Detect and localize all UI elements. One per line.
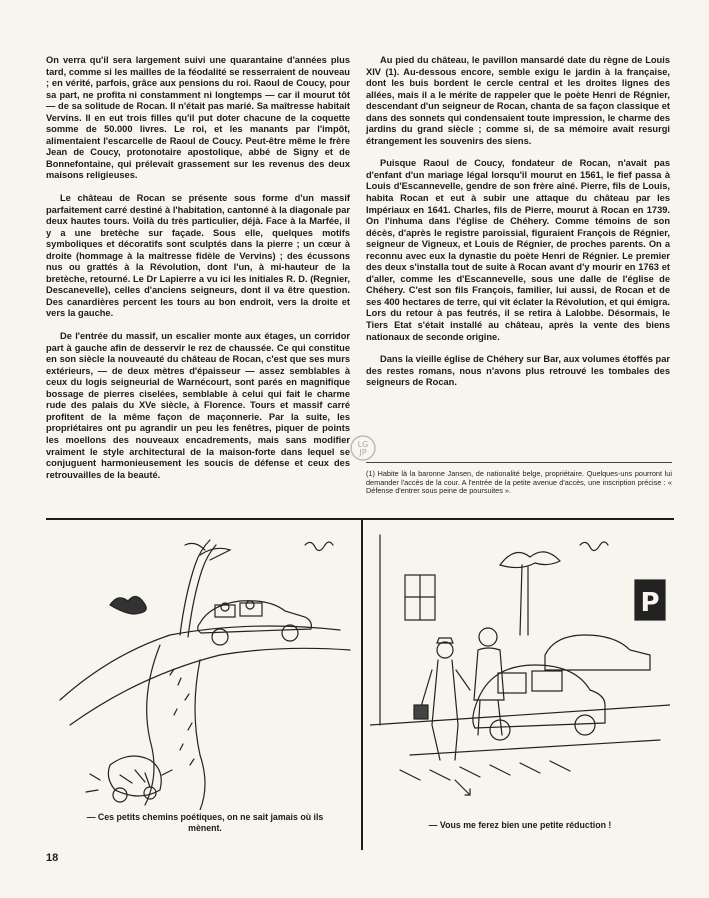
svg-text:JP: JP: [359, 448, 367, 457]
section-divider: [46, 518, 674, 520]
paragraph: On verra qu'il sera largement suivi une quarantaine d'années plus tard, comme si les mailles de la féodalité se resserraient de nouveau ; en vérité, parfois, grâce aux pensions du roi. Raoul de Coucy, pour sa part, ne profita ni constamment ni longtemps — car il mourut tôt — de sa solitude de Rocan. Il n'était pas marié. Sa maîtresse habitait Vervins. Il en eut trois filles qu'il put doter chacune de la coquette somme de 50.000 livres. Le roi, et les manants par l'impôt, alimentaient l'escarcelle de Raoul de Coucy. Peut-être même le frère Jean de Coucy, protonotaire apostolique, abbé de Signy et de Bonnefontaine, qui prélevait grassement sur les revenus des deux maisons religieuses.: [46, 55, 350, 181]
footnote: (1) Habite là la baronne Jansen, de nationalité belge, propriétaire. Quelques-uns pourront lui demander l'accès de la cour. A l'entrée de la petite avenue d'accès, une inscription précise : « Défense d'entrer sous peine de poursuites ».: [366, 469, 672, 496]
cartoon-country-road: [50, 525, 355, 810]
paragraph: De l'entrée du massif, un escalier monte aux étages, un corridor part à gauche afin de desservir le rez de chaussée. Ce qui constitue en son siècle la nouveauté du château de Rocan, c'est que ses murs extérieurs, — de deux mètres d'épaisseur — assez semblables à ceux du logis seigneurial de Warnécourt, sont parés en magnifique bossage de pierres ciselées, semblable à celui qui fait le charme rude des palais du XVe siècle, à Florence. Tours et massif carré profitent de la même façon de maçonnerie. Par la suite, les propriétaires ont pu agrandir un peu les fenêtres, piquer de points les moellons des nouveaux encadrements, mais sans modifier vraiment le style architectural de la maison-forte dans lequel se conjuguent harmonieusement les soucis de défense et ceux des retrouvailles de la beauté.: [46, 331, 350, 480]
paragraph: Au pied du château, le pavillon mansardé date du règne de Louis XIV (1). Au-dessous encore, semble exigu le jardin à la française, dont les buis bordent le cercle central et les droites lignes des allées, mais il a le mérite de rappeler que le poète Henri de Régnier, descendant d'un seigneur de Rocan, chanta de sa façon classique et dans des sonnets qui condensaient toute impression, le charme des jardins du grand siècle ; comme si, de sa mémoire avait resurgi étrangement les souvenirs des siens.: [366, 55, 670, 146]
garage-sign-letter: P: [640, 588, 660, 618]
left-text-column: [46, 55, 350, 492]
cartoon-garage-scene: [370, 525, 670, 810]
paragraph: Le château de Rocan se présente sous forme d'un massif parfaitement carré destiné à l'habitation, cantonné à la diagonale par deux hautes tours. Voilà du très particulier, déjà. Face à la Marfée, il y a une bretèche sur façade. Sous elle, quelques motifs symboliques et décoratifs sont sculptés dans la pierre ; un cœur à droite (hommage à la maîtresse fidèle de Vervins) ; des écussons nus ou grattés à la Révolution, dont l'un, à mi-hauteur de la bretèche, retourné. Le Dr Lapierre a vu ici les initiales R. D. (Regnier, Descanevelle), celles d'anciens seigneurs, dont il va être question. Des canardières percent les tours au bon endroit, vers la droite et vers la gauche.: [46, 193, 350, 319]
paragraph: Dans la vieille église de Chéhery sur Bar, aux volumes étoffés par des restes romans, nous n'avons plus retrouvé les tombales des seigneurs de Rocan.: [366, 354, 670, 388]
svg-text:LG: LG: [357, 440, 369, 449]
paragraph: Puisque Raoul de Coucy, fondateur de Rocan, n'avait pas d'enfant d'un mariage légal lorsqu'il mourut en 1561, le fief passa à Louis d'Escannevelle, gendre de son frère aîné. Pierre, fils de Louis, habita Rocan et eut à subir une attaque du château par les Impériaux en 1641. Charles, fils de Pierre, mourut à Rocan en 1739. On l'inhuma dans l'église de Chéhery. Comme témoins de son décès, d'après le registre paroissial, figuraient François de Régnier, seigneur de Vigneux, et Louis de Régnier, de proches parents. On a reconnu avec eux la dynastie du poète Henri de Régnier. Le premier des deux s'installa tout de suite à Rocan avant d'y mourir en 1763 et d'aller, comme les d'Escannevelle, sous une dalle de l'église de Chéhery. C'est son fils François, familier, lui aussi, de Rocan et de ses 400 hectares de terre, qui vit éclater la Révolution, et qui émigra. Lors du retour à pas feutrés, il se retira à Lalobbe. Désormais, le Tiers Etat s'était installé au château, après la vente des biens nationaux de seconde origine.: [366, 158, 670, 342]
cartoon-caption-left: — Ces petits chemins poétiques, on ne sait jamais où ils mènent.: [86, 812, 324, 833]
cartoon-divider: [361, 518, 363, 850]
right-text-column: [366, 55, 670, 400]
cartoon-caption-right: — Vous me ferez bien une petite réduction !: [428, 820, 612, 830]
watermark-logo-icon: [349, 434, 377, 462]
page-number: 18: [46, 852, 59, 864]
footnote-rule: [366, 462, 672, 463]
